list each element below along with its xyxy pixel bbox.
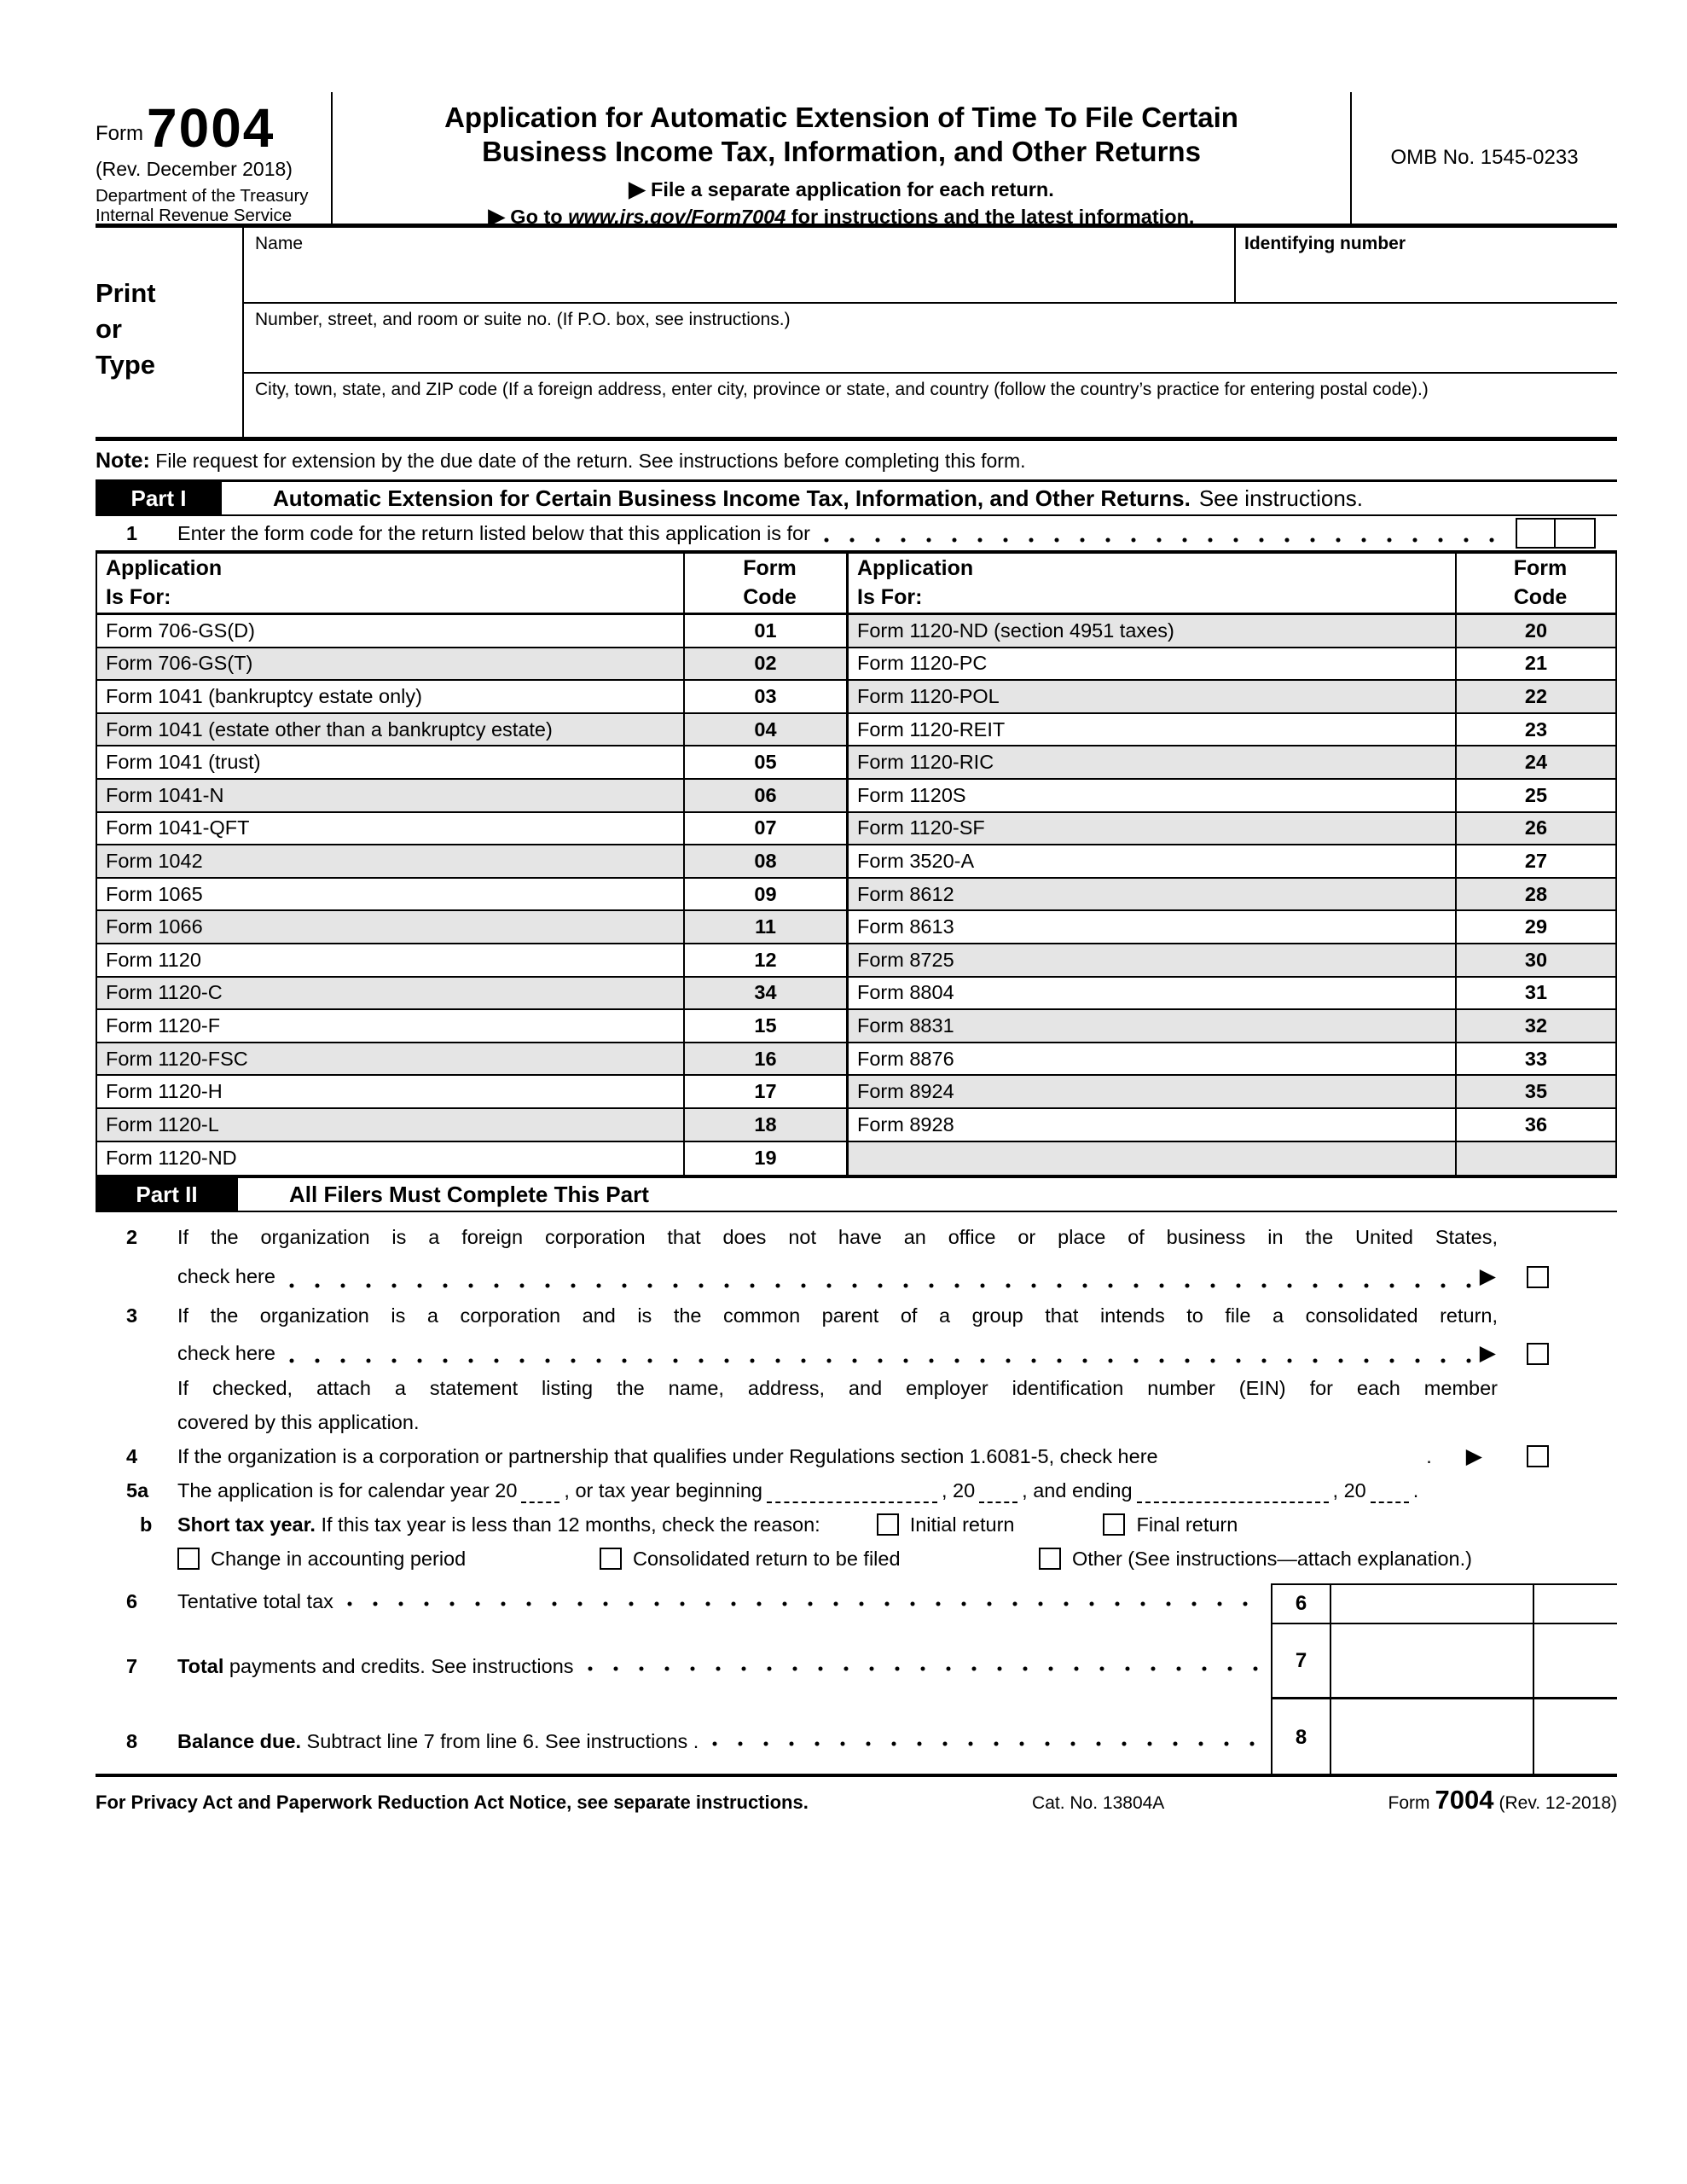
form-code-cell: 18 <box>685 1109 849 1142</box>
table-row: Form 8804 <box>849 978 1457 1011</box>
line4-number: 4 <box>126 1444 138 1467</box>
form-code-cell: 23 <box>1457 714 1615 747</box>
final-return-checkbox[interactable] <box>1103 1513 1125 1536</box>
line5b-text: Short tax year. If this tax year is less than 12 months, check the reason: <box>177 1513 820 1536</box>
note-label: Note: <box>96 449 150 473</box>
line6-amount-field[interactable] <box>1331 1585 1533 1624</box>
table-row: Form 8928 <box>849 1109 1457 1142</box>
line8-box-number: 8 <box>1271 1699 1331 1775</box>
arrow-icon: ▶ <box>488 204 505 229</box>
table-row: Form 706-GS(D) <box>97 615 685 648</box>
entity-block <box>96 228 1617 441</box>
note-text: File request for extension by the due date of the return. See instructions before completing this form. <box>155 450 1026 472</box>
ending-year-blank[interactable] <box>1371 1483 1409 1503</box>
dotted-leader <box>289 1358 1471 1363</box>
header-bullet-1: ▶ File a separate application for each return. <box>629 177 1054 202</box>
table-row: Form 1042 <box>97 845 685 879</box>
form-title-line1: Application for Automatic Extension of Time To File Certain <box>444 102 1238 133</box>
irs-label: Internal Revenue Service <box>96 206 293 226</box>
form-code-cell: 16 <box>685 1043 849 1077</box>
form-code-cell: 31 <box>1457 978 1615 1011</box>
form-code-cell: 03 <box>685 681 849 714</box>
omb-box <box>1352 92 1617 224</box>
line5a-row: 5a The application is for calendar year 20 , or tax year beginning , 20 , and ending , 20 . <box>96 1473 1617 1507</box>
table-row: Form 8831 <box>849 1010 1457 1043</box>
street-address-field[interactable] <box>244 304 1617 374</box>
form-number: 7004 <box>147 97 275 159</box>
table-row: Form 1041 (trust) <box>97 746 685 780</box>
line2-checkhere-row <box>96 1258 1617 1296</box>
arrow-icon: ▶ <box>1465 1443 1482 1468</box>
tax-year-ending-blank[interactable] <box>1137 1483 1329 1503</box>
privacy-act-notice: For Privacy Act and Paperwork Reduction Act Notice, see separate instructions. <box>96 1792 809 1814</box>
consolidated-return-label: Consolidated return to be filed <box>633 1547 901 1570</box>
form-code-cell <box>1457 1142 1615 1176</box>
table-row: Form 8725 <box>849 944 1457 978</box>
table-row <box>849 1142 1457 1176</box>
note-line <box>96 441 1617 479</box>
form-word: Form <box>96 121 143 145</box>
line5a-number: 5a <box>126 1478 149 1502</box>
part2-bar <box>96 1178 1617 1212</box>
form-code-cell: 30 <box>1457 944 1615 978</box>
arrow-icon: ▶ <box>1479 1341 1496 1366</box>
form-code-cell: 04 <box>685 714 849 747</box>
dotted-leader <box>289 1283 1471 1288</box>
part2-label: Part II <box>96 1178 238 1211</box>
form-title-line2: Business Income Tax, Information, and Other Returns <box>482 135 1201 167</box>
irs-url: www.irs.gov/Form7004 <box>568 205 786 228</box>
identifying-number-field[interactable] <box>1234 228 1617 302</box>
line2-checkbox[interactable] <box>1527 1266 1549 1288</box>
form-code-cell: 17 <box>685 1076 849 1109</box>
part2-heading: All Filers Must Complete This Part <box>289 1181 649 1207</box>
change-accounting-label: Change in accounting period <box>211 1547 467 1570</box>
form-code-digit-2[interactable] <box>1556 518 1596 549</box>
line1-number: 1 <box>126 521 138 544</box>
form-code-cell: 08 <box>685 845 849 879</box>
form-title-block <box>331 92 1352 229</box>
part1-label: Part I <box>96 482 222 514</box>
footer-form-number: 7004 <box>1435 1785 1494 1815</box>
initial-return-label: Initial return <box>909 1513 1015 1536</box>
table-row: Form 1120-C <box>97 978 685 1011</box>
street-field-label: Number, street, and room or suite no. (If P.O. box, see instructions.) <box>255 310 791 329</box>
table-row: Form 1041-QFT <box>97 813 685 846</box>
tax-year-beginning-blank[interactable] <box>767 1483 937 1503</box>
table-row: Form 8876 <box>849 1043 1457 1077</box>
form-code-cell: 25 <box>1457 780 1615 813</box>
form-footer <box>96 1774 1617 1815</box>
line7-cents-field[interactable] <box>1533 1624 1617 1699</box>
name-field[interactable] <box>244 228 1617 304</box>
other-reason-label: Other (See instructions—attach explanation.) <box>1072 1547 1472 1570</box>
form-code-cell: 20 <box>1457 615 1615 648</box>
form-code-cell: 33 <box>1457 1043 1615 1077</box>
table-row: Form 1120-L <box>97 1109 685 1142</box>
header-bullet-2: ▶ Go to www.irs.gov/Form7004 for instructions and the latest information. <box>488 204 1195 229</box>
table-row: Form 1120-SF <box>849 813 1457 846</box>
final-return-label: Final return <box>1136 1513 1238 1536</box>
line8-text: Balance due. Subtract line 7 from line 6. See instructions . <box>177 1729 699 1752</box>
line2-text: If the organization is a foreign corporation that does not have an office or place of business in the United States, <box>177 1226 1498 1249</box>
part1-heading: Automatic Extension for Certain Business Income Tax, Information, and Other Returns. See instructions. <box>273 485 1364 511</box>
form-header <box>96 92 1617 228</box>
form-code-cell: 22 <box>1457 681 1615 714</box>
table-row: Form 1066 <box>97 911 685 944</box>
calendar-year-blank[interactable] <box>521 1483 559 1503</box>
table-row: Form 1041 (estate other than a bankruptcy estate) <box>97 714 685 747</box>
line3-number: 3 <box>126 1304 138 1327</box>
form-code-cell: 29 <box>1457 911 1615 944</box>
line8-cents-field[interactable] <box>1533 1699 1617 1775</box>
print-or-type-label: Print or Type <box>96 228 244 437</box>
form-code-cell: 27 <box>1457 845 1615 879</box>
line4-checkbox[interactable] <box>1527 1445 1549 1467</box>
line1-text: Enter the form code for the return listed below that this application is for <box>177 521 810 544</box>
consolidated-return-checkbox[interactable] <box>600 1548 622 1570</box>
table-row: Form 706-GS(T) <box>97 648 685 682</box>
line3-checkbox[interactable] <box>1527 1343 1549 1365</box>
footer-form-id: Form 7004 (Rev. 12-2018) <box>1388 1785 1617 1815</box>
line6-number: 6 <box>126 1589 138 1612</box>
table-row: Form 1120-PC <box>849 648 1457 682</box>
name-field-label: Name <box>255 234 304 253</box>
beginning-year-blank[interactable] <box>979 1483 1017 1503</box>
arrow-icon: ▶ <box>629 177 646 202</box>
line3-checkhere-row <box>96 1336 1617 1371</box>
form-code-cell: 35 <box>1457 1076 1615 1109</box>
line3-continuation-1: If checked, attach a statement listing the name, address, and employer identification number (EIN) for each member <box>177 1376 1498 1399</box>
table-row: Form 8612 <box>849 879 1457 912</box>
table-row: Form 1065 <box>97 879 685 912</box>
part1-bar <box>96 479 1617 516</box>
table-row: Form 1120 <box>97 944 685 978</box>
form-code-cell: 07 <box>685 813 849 846</box>
table-row: Form 1041-N <box>97 780 685 813</box>
form-code-cell: 32 <box>1457 1010 1615 1043</box>
line3-continuation-2: covered by this application. <box>177 1410 420 1433</box>
form-code-cell: 19 <box>685 1142 849 1176</box>
table-row: Form 1120-FSC <box>97 1043 685 1077</box>
table-row: Form 1120S <box>849 780 1457 813</box>
dept-treasury: Department of the Treasury <box>96 185 309 206</box>
identifying-number-label: Identifying number <box>1244 234 1406 253</box>
form-code-cell: 26 <box>1457 813 1615 846</box>
form-code-cell: 12 <box>685 944 849 978</box>
table-row: Form 1120-ND <box>97 1142 685 1176</box>
dotted-leader <box>824 537 1507 543</box>
amount-entry-grid <box>1271 1583 1617 1774</box>
form-code-entry-box[interactable] <box>1516 518 1596 549</box>
table-row: Form 1120-F <box>97 1010 685 1043</box>
line8-number: 8 <box>126 1729 138 1752</box>
other-reason-checkbox[interactable] <box>1039 1548 1061 1570</box>
table-row: Form 1120-ND (section 4951 taxes) <box>849 615 1457 648</box>
change-accounting-checkbox[interactable] <box>177 1548 200 1570</box>
line3-text: If the organization is a corporation and is the common parent of a group that intends to file a consolidated return, <box>177 1304 1498 1327</box>
line5b-number: b <box>140 1513 153 1536</box>
line1-row <box>96 516 1617 550</box>
form-code-cell: 09 <box>685 879 849 912</box>
table-row: Form 1120-POL <box>849 681 1457 714</box>
form-revision: (Rev. December 2018) <box>96 157 293 180</box>
col-header-code-right: Form Code <box>1457 554 1615 615</box>
form-code-cell: 01 <box>685 615 849 648</box>
table-row: Form 8924 <box>849 1076 1457 1109</box>
line8-amount-field[interactable] <box>1331 1699 1533 1775</box>
line2-check-here: check here <box>177 1265 275 1288</box>
omb-number: OMB No. 1545-0233 <box>1390 146 1579 169</box>
line2-number: 2 <box>126 1226 138 1249</box>
line7-number: 7 <box>126 1654 138 1677</box>
form-code-cell: 24 <box>1457 746 1615 780</box>
table-row: Form 3520-A <box>849 845 1457 879</box>
line8-row <box>96 1728 1271 1754</box>
dotted-leader <box>712 1741 1262 1746</box>
dotted-leader <box>347 1601 1262 1606</box>
line5b-row <box>96 1507 1617 1542</box>
line6-text: Tentative total tax <box>177 1589 333 1612</box>
line4-dot: . <box>1426 1444 1432 1467</box>
table-row: Form 1120-H <box>97 1076 685 1109</box>
col-header-application-right: Application Is For: <box>849 554 1457 615</box>
line6-row <box>96 1589 1271 1614</box>
col-header-code-left: Form Code <box>685 554 849 615</box>
dotted-leader <box>588 1666 1262 1671</box>
line5b-reasons-row <box>96 1542 1617 1576</box>
line2-row <box>96 1217 1617 1258</box>
line7-row <box>96 1653 1271 1679</box>
form-code-digit-1[interactable] <box>1516 518 1556 549</box>
line7-box-number: 7 <box>1271 1624 1331 1699</box>
form-code-cell: 36 <box>1457 1109 1615 1142</box>
initial-return-checkbox[interactable] <box>877 1513 899 1536</box>
table-row: Form 1041 (bankruptcy estate only) <box>97 681 685 714</box>
line7-text: Total payments and credits. See instructions <box>177 1654 574 1677</box>
form-code-cell: 15 <box>685 1010 849 1043</box>
form-code-cell: 28 <box>1457 879 1615 912</box>
city-state-zip-field[interactable] <box>244 374 1617 437</box>
line3-check-here: check here <box>177 1342 275 1365</box>
form-code-cell: 11 <box>685 911 849 944</box>
line4-text: If the organization is a corporation or partnership that qualifies under Regulations section 1.6081-5, check here <box>177 1444 1158 1467</box>
form-code-table <box>96 550 1617 1178</box>
table-row: Form 1120-REIT <box>849 714 1457 747</box>
form-code-cell: 06 <box>685 780 849 813</box>
form-code-cell: 02 <box>685 648 849 682</box>
form-code-cell: 05 <box>685 746 849 780</box>
line3-row <box>96 1296 1617 1336</box>
arrow-icon: ▶ <box>1479 1264 1496 1289</box>
table-row: Form 1120-RIC <box>849 746 1457 780</box>
line4-row <box>96 1439 1617 1473</box>
form-content <box>96 92 1617 1815</box>
form-id-block <box>96 92 331 224</box>
form-code-cell: 34 <box>685 978 849 1011</box>
form-code-cell: 21 <box>1457 648 1615 682</box>
line6-box-number: 6 <box>1271 1585 1331 1624</box>
catalog-number: Cat. No. 13804A <box>1032 1793 1165 1814</box>
tax-amount-section <box>96 1583 1617 1774</box>
table-row: Form 8613 <box>849 911 1457 944</box>
city-field-label: City, town, state, and ZIP code (If a foreign address, enter city, province or state, and country (follow the country’s practice for entering postal code).) <box>255 380 1429 399</box>
col-header-application-left: Application Is For: <box>97 554 685 615</box>
line7-amount-field[interactable] <box>1331 1624 1533 1699</box>
line6-cents-field[interactable] <box>1533 1585 1617 1624</box>
